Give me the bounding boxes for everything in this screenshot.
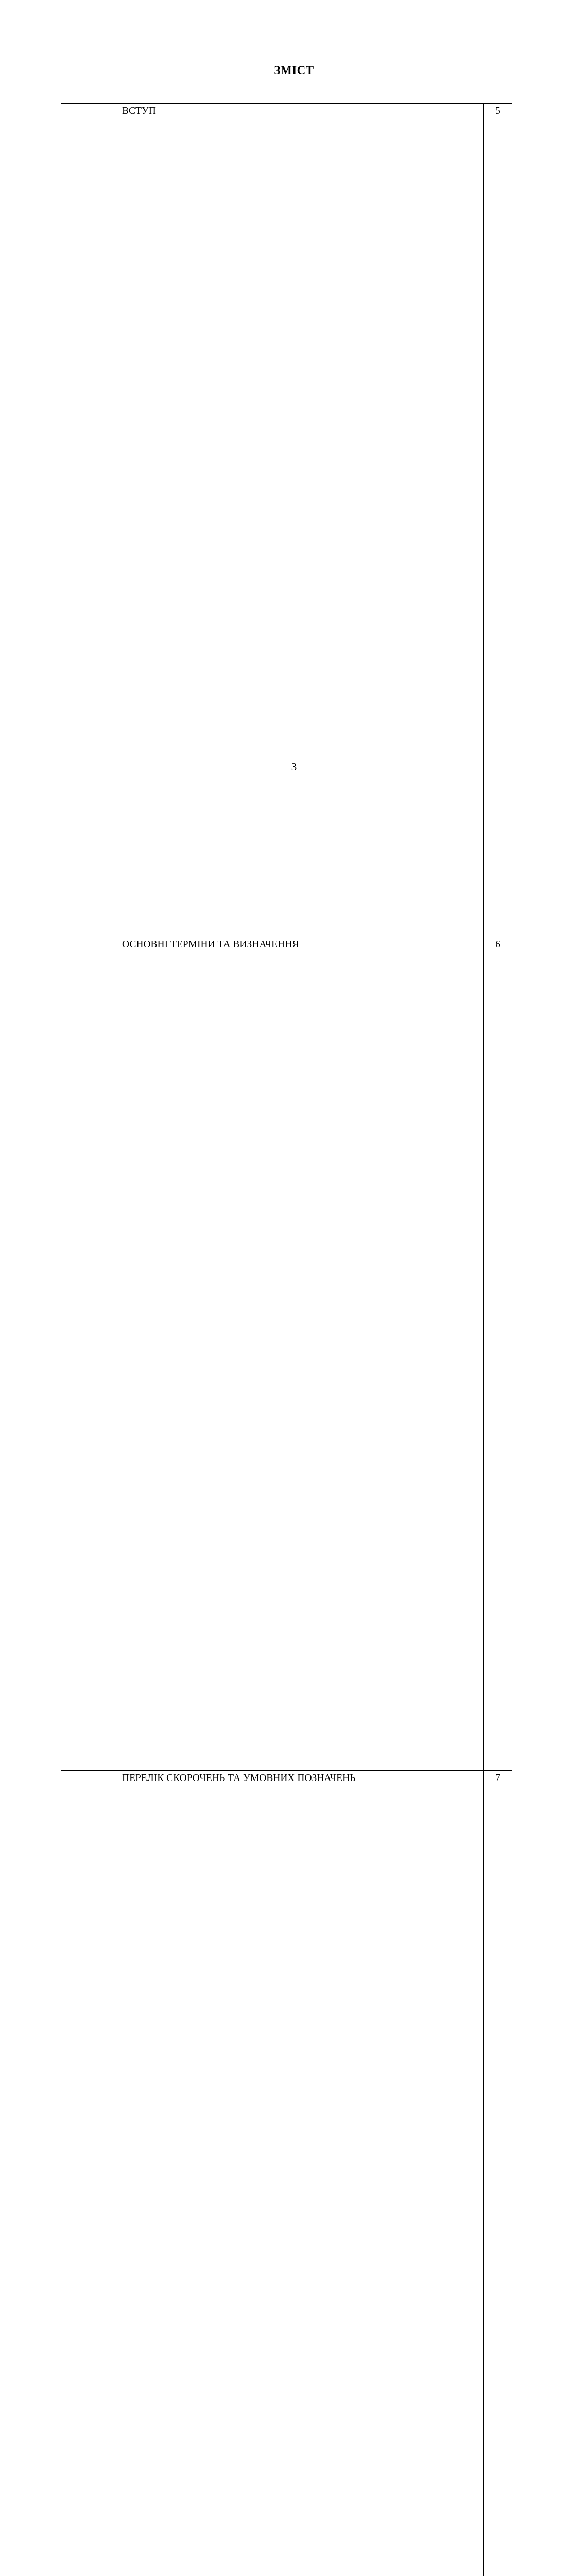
toc-row bbox=[61, 104, 512, 937]
page-number-cell: 7 bbox=[484, 1771, 512, 2576]
title-cell: ОСНОВНІ ТЕРМІНИ ТА ВИЗНАЧЕННЯ bbox=[118, 937, 484, 1771]
toc-container bbox=[61, 103, 512, 2576]
footer-page-number: 3 bbox=[0, 760, 588, 773]
chapter-cell bbox=[61, 104, 118, 937]
chapter-cell bbox=[61, 1771, 118, 2576]
title-cell: ПЕРЕЛІК СКОРОЧЕНЬ ТА УМОВНИХ ПОЗНАЧЕНЬ bbox=[118, 1771, 484, 2576]
chapter-cell bbox=[61, 937, 118, 1771]
toc-table bbox=[61, 103, 512, 2576]
title-cell: ВСТУП bbox=[118, 104, 484, 937]
document-page bbox=[0, 0, 588, 832]
page-number-cell: 5 bbox=[484, 104, 512, 937]
page-title: ЗМІСТ bbox=[0, 64, 588, 77]
toc-row bbox=[61, 1771, 512, 2576]
toc-body bbox=[61, 104, 512, 2576]
page-number-cell: 6 bbox=[484, 937, 512, 1771]
toc-row bbox=[61, 937, 512, 1771]
